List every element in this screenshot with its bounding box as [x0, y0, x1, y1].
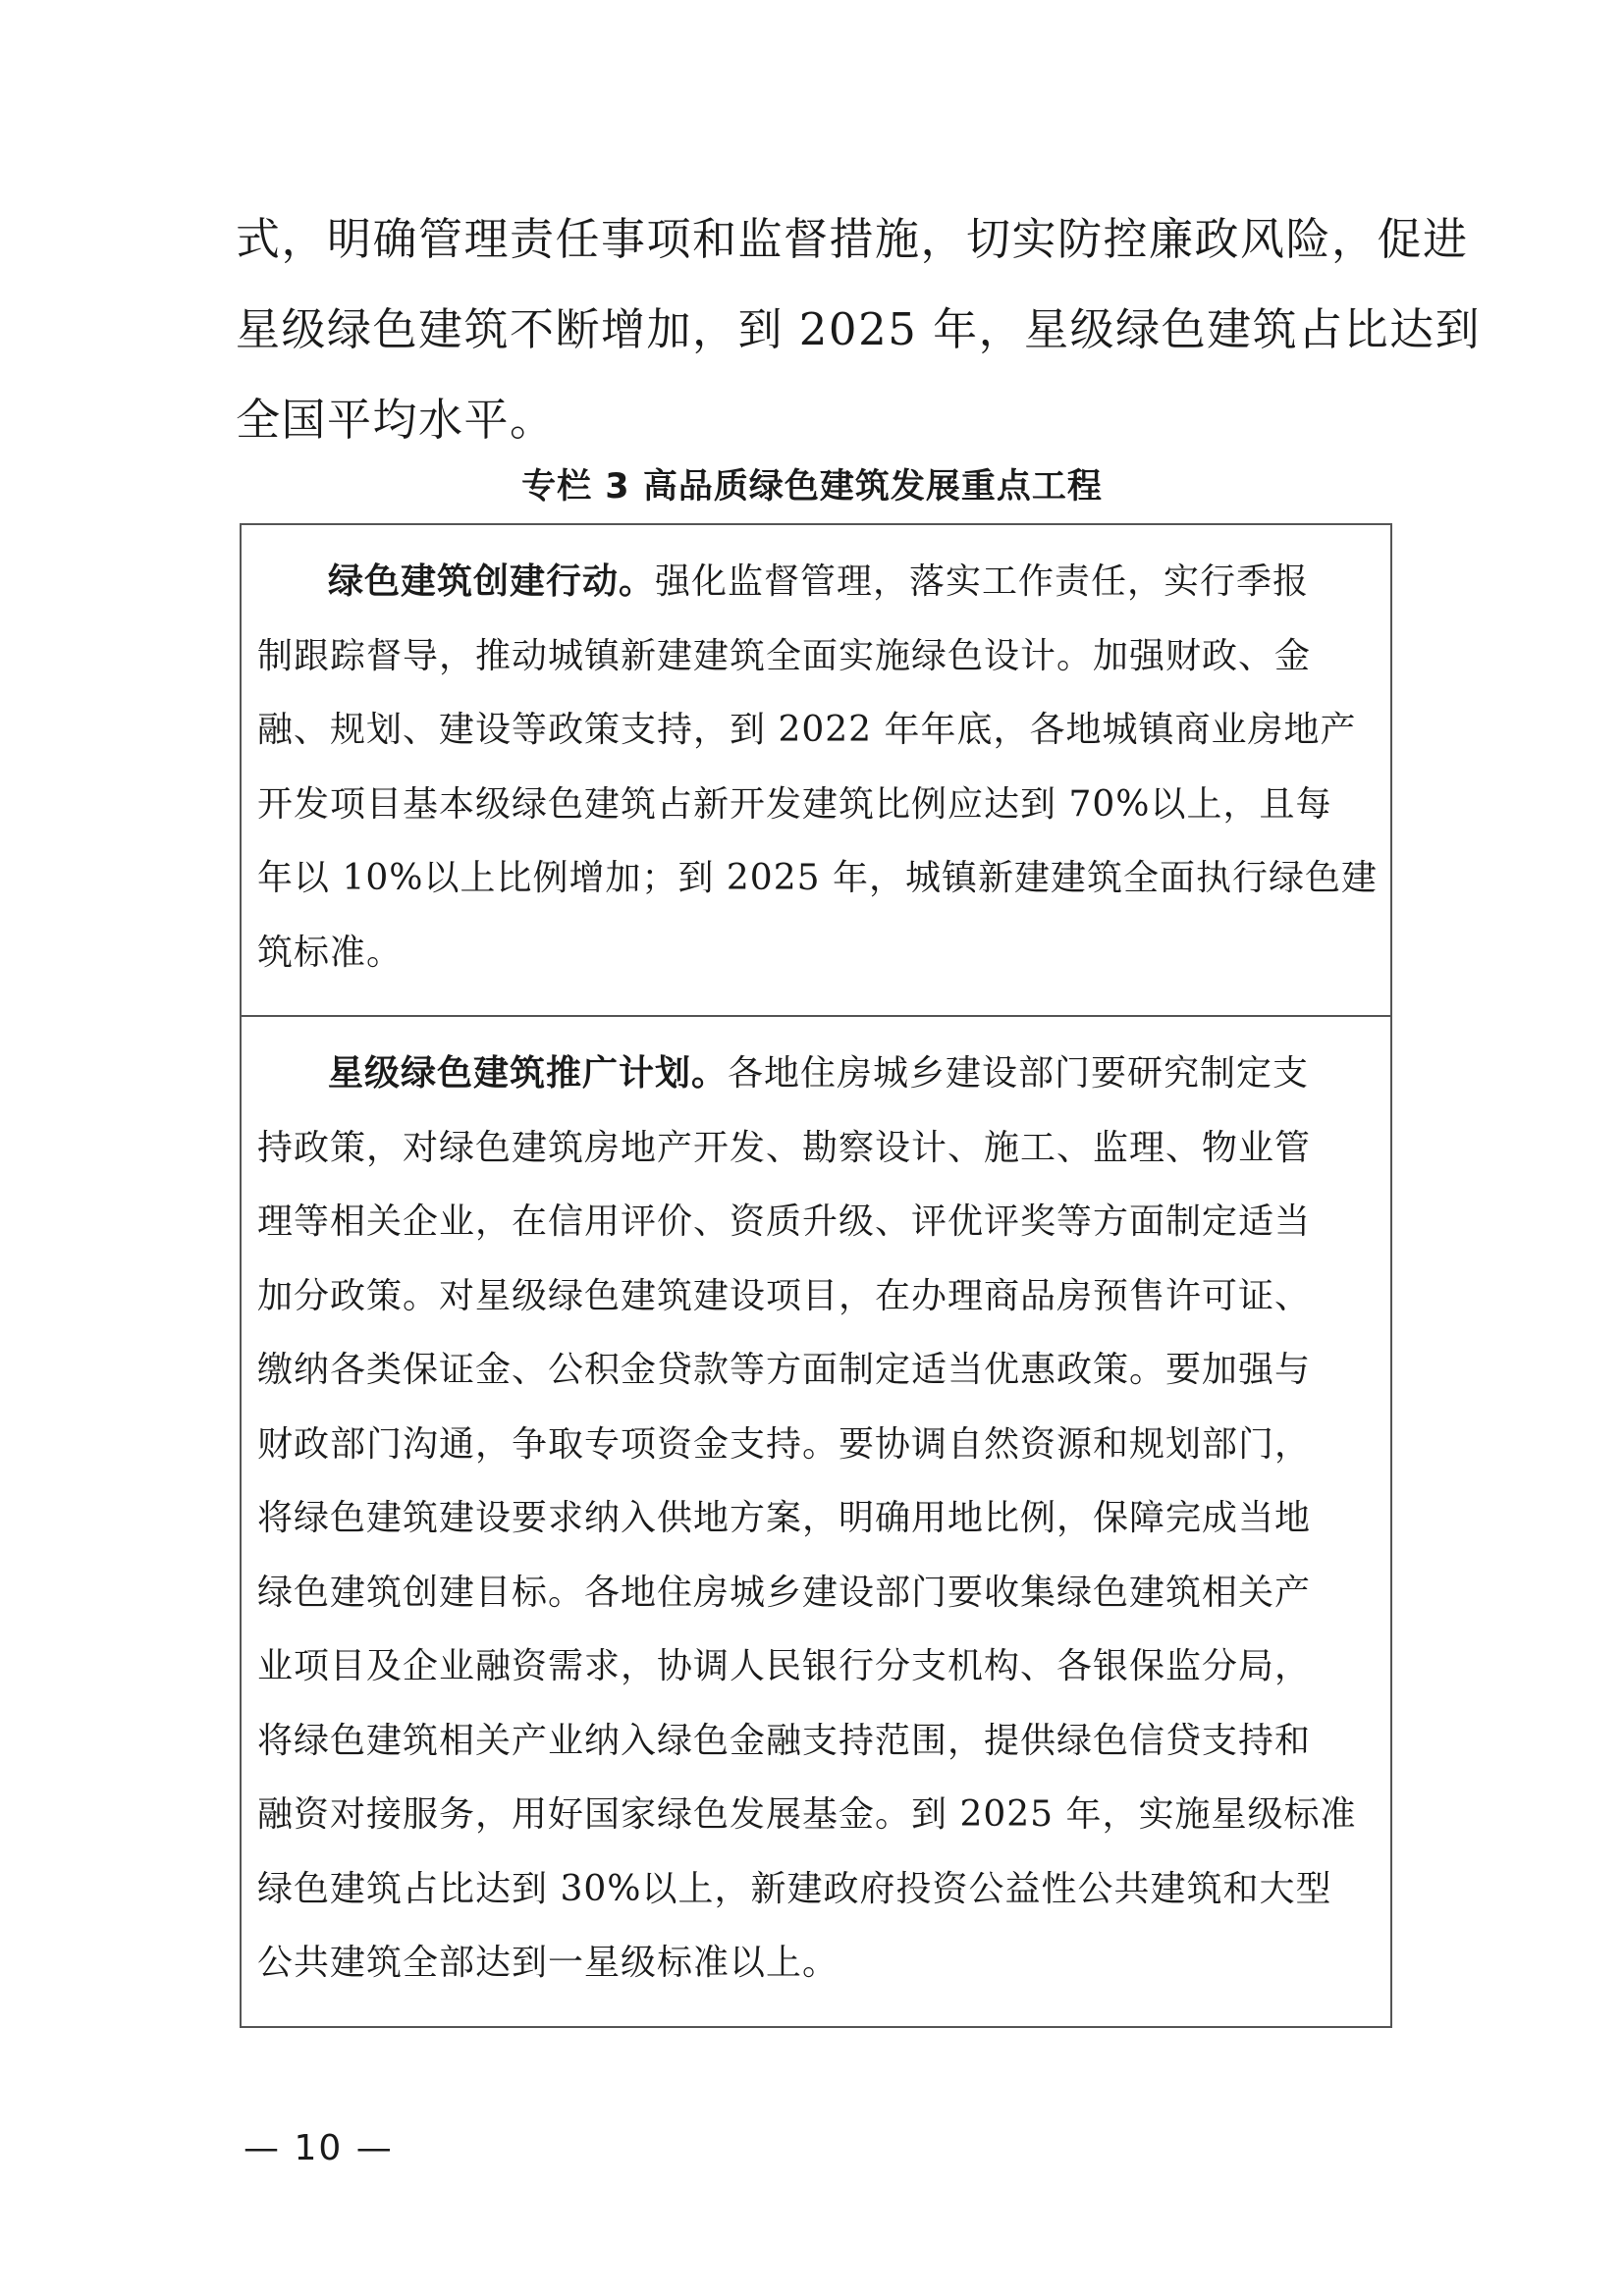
section-line: 业项目及企业融资需求，协调人民银行分支机构、各银保监分局， — [257, 1646, 1312, 1686]
page-number: — 10 — — [244, 2128, 394, 2168]
section-line: 公共建筑全部达到一星级标准以上。 — [257, 1943, 839, 1983]
section-lead: 星级绿色建筑推广计划。 — [328, 1053, 729, 1094]
section-line: 持政策，对绿色建筑房地产开发、勘察设计、施工、监理、物业管 — [257, 1127, 1312, 1168]
section-line: 筑标准。 — [257, 932, 404, 973]
section-line: 融、规划、建设等政策支持，到 2022 年年底，各地城镇商业房地产 — [257, 710, 1357, 750]
section-first-line — [257, 1037, 1375, 1111]
section-line: 融资对接服务，用好国家绿色发展基金。到 2025 年，实施星级标准 — [257, 1794, 1357, 1835]
intro-line: 式，明确管理责任事项和监督措施，切实防控廉政风险，促进 — [236, 213, 1469, 265]
section-line: 年以 10%以上比例增加；到 2025 年，城镇新建建筑全面执行绿色建 — [257, 858, 1378, 898]
section-line: 绿色建筑占比达到 30%以上，新建政府投资公益性公共建筑和大型 — [257, 1868, 1332, 1909]
section-line: 将绿色建筑建设要求纳入供地方案，明确用地比例，保障完成当地 — [257, 1498, 1312, 1538]
intro-line: 星级绿色建筑不断增加，到 2025 年，星级绿色建筑占比达到 — [236, 303, 1482, 355]
section-line: 缴纳各类保证金、公积金贷款等方面制定适当优惠政策。要加强与 — [257, 1350, 1312, 1390]
section-line: 绿色建筑创建目标。各地住房城乡建设部门要收集绿色建筑相关产 — [257, 1572, 1312, 1613]
section-line: 将绿色建筑相关产业纳入绿色金融支持范围，提供绿色信贷支持和 — [257, 1720, 1312, 1761]
column-title: 专栏 3 高品质绿色建筑发展重点工程 — [521, 467, 1103, 507]
section-line: 加分政策。对星级绿色建筑建设项目，在办理商品房预售许可证、 — [257, 1275, 1312, 1316]
section-line: 理等相关企业，在信用评价、资质升级、评优评奖等方面制定适当 — [257, 1201, 1312, 1242]
section-first-line — [257, 545, 1375, 619]
section-star-building-promotion — [242, 1015, 1390, 2026]
section-line: 制跟踪督导，推动城镇新建建筑全面实施绿色设计。加强财政、金 — [257, 635, 1312, 676]
column-box — [240, 523, 1392, 2028]
section-text: 强化监督管理，落实工作责任，实行季报 — [655, 561, 1310, 602]
intro-line: 全国平均水平。 — [236, 394, 556, 446]
section-text: 各地住房城乡建设部门要研究制定支 — [728, 1053, 1310, 1094]
section-line: 财政部门沟通，争取专项资金支持。要协调自然资源和规划部门， — [257, 1423, 1312, 1465]
section-line: 开发项目基本级绿色建筑占新开发建筑比例应达到 70%以上，且每 — [257, 783, 1332, 825]
intro-paragraph — [236, 194, 1482, 465]
section-green-building-creation — [242, 525, 1390, 1015]
section-lead: 绿色建筑创建行动。 — [328, 561, 656, 602]
